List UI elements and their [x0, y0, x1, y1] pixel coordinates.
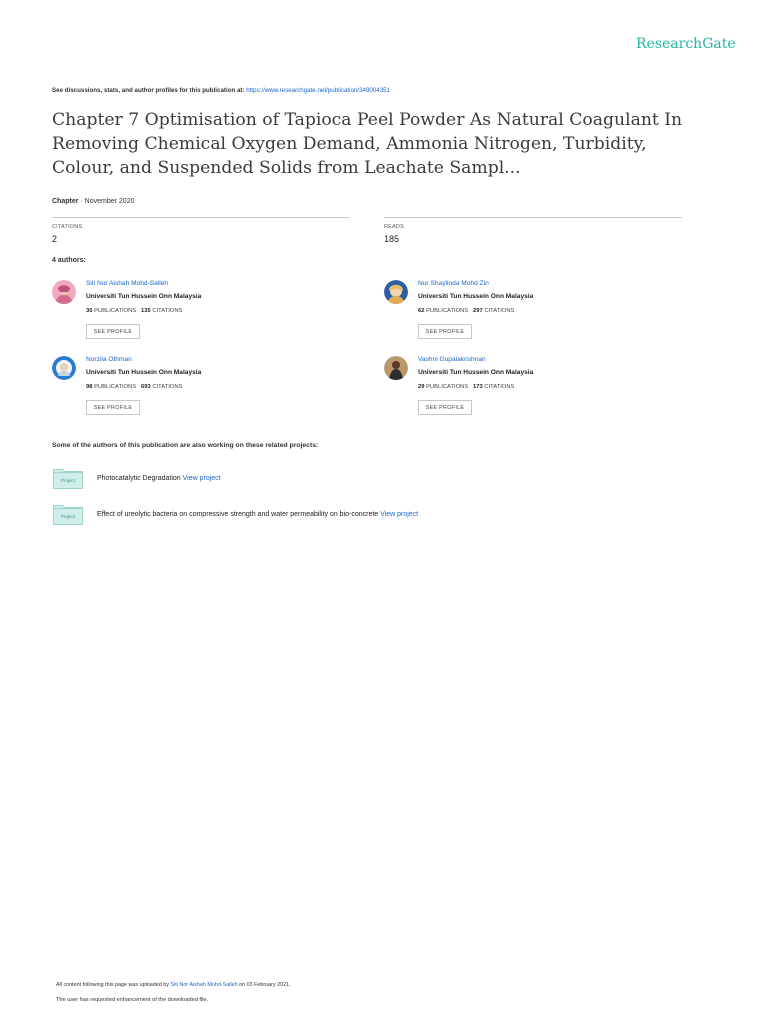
project-folder-icon — [53, 503, 83, 525]
avatar[interactable] — [52, 280, 76, 304]
author-stats: 62 PUBLICATIONS 297 CITATIONS — [418, 308, 515, 314]
author-name[interactable]: Nur Shaylinda Mohd Zin — [418, 280, 489, 287]
see-profile-button[interactable]: SEE PROFILE — [86, 324, 140, 339]
avatar[interactable] — [52, 356, 76, 380]
project-item — [97, 475, 221, 482]
related-projects-heading: Some of the authors of this publication are also working on these related projects: — [52, 442, 319, 449]
publication-meta — [52, 198, 134, 205]
author-name[interactable]: Norzila Othman — [86, 356, 132, 363]
authors-heading: 4 authors: — [52, 257, 86, 264]
publication-date: · November 2020 — [78, 198, 135, 205]
upload-note: All content following this page was uploaded by Siti Nor Aishah Mohd-Salleh on 03 February 2021. — [56, 982, 291, 988]
author-affiliation: Universiti Tun Hussein Onn Malaysia — [418, 369, 534, 376]
author-affiliation: Universiti Tun Hussein Onn Malaysia — [418, 293, 534, 300]
uploader-link[interactable]: Siti Nor Aishah Mohd-Salleh — [170, 982, 238, 988]
publication-type: Chapter — [52, 198, 79, 205]
svg-text:Project: Project — [60, 478, 76, 483]
citations-label: CITATIONS — [52, 224, 83, 230]
author-name[interactable]: Vashni Gopalakrishnan — [418, 356, 486, 363]
publication-link[interactable]: https://www.researchgate.net/publication/349004351 — [246, 87, 391, 94]
see-profile-button[interactable]: SEE PROFILE — [86, 400, 140, 415]
discussion-line — [52, 87, 390, 94]
discussion-text: See discussions, stats, and author profiles for this publication at: — [52, 87, 247, 94]
see-profile-button[interactable]: SEE PROFILE — [418, 400, 472, 415]
project-title: Photocatalytic Degradation — [97, 475, 183, 482]
view-project-link[interactable]: View project — [182, 475, 221, 482]
enhancement-note: The user has requested enhancement of the downloaded file. — [56, 997, 209, 1003]
author-name[interactable]: Siti Nor Aishah Mohd-Salleh — [86, 280, 169, 287]
view-project-link[interactable]: View project — [380, 511, 419, 518]
avatar[interactable] — [384, 356, 408, 380]
reads-count: 185 — [384, 234, 400, 244]
author-stats: 30 PUBLICATIONS 135 CITATIONS — [86, 308, 183, 314]
avatar[interactable] — [384, 280, 408, 304]
researchgate-logo[interactable]: ResearchGate — [636, 36, 736, 52]
author-stats: 29 PUBLICATIONS 173 CITATIONS — [418, 384, 515, 390]
project-item — [97, 511, 418, 518]
svg-text:Project: Project — [60, 514, 76, 519]
citations-count: 2 — [52, 234, 58, 244]
divider-citations — [52, 217, 350, 218]
divider-reads — [384, 217, 682, 218]
project-folder-icon — [53, 467, 83, 489]
page-title: Chapter 7 Optimisation of Tapioca Peel Powder As Natural Coagulant In Removing Chemical Oxygen Demand, Ammonia Nitrogen, Turbidity, Colour, and Suspended Solids from Leachate Sampl... — [52, 110, 683, 178]
author-stats: 98 PUBLICATIONS 693 CITATIONS — [86, 384, 183, 390]
see-profile-button[interactable]: SEE PROFILE — [418, 324, 472, 339]
project-title: Effect of ureolytic bacteria on compressive strength and water permeability on bio-concrete — [97, 511, 381, 518]
author-affiliation: Universiti Tun Hussein Onn Malaysia — [86, 293, 202, 300]
author-affiliation: Universiti Tun Hussein Onn Malaysia — [86, 369, 202, 376]
reads-label: READS — [384, 224, 404, 230]
